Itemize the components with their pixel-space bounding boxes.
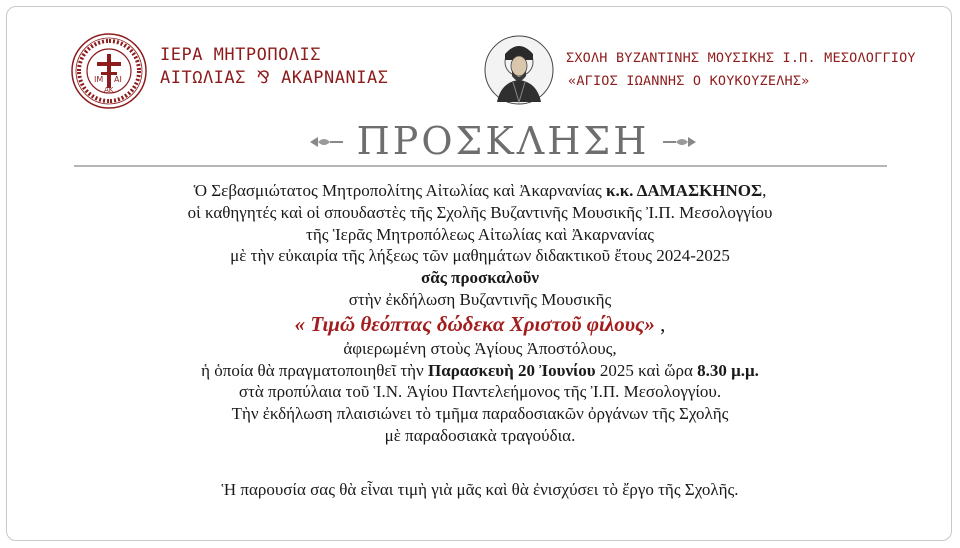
- school-header: [483, 34, 916, 104]
- invitation-heading: [308, 118, 698, 164]
- invite-phrase: σᾶς προσκαλοῦν: [420, 268, 540, 288]
- body-line-6: στὴν ἐκδήλωση Βυζαντινῆς Μουσικῆς: [348, 289, 612, 309]
- closing-sentence: Ἡ παρουσία σας θὰ εἶναι τιμὴ γιὰ μᾶς καὶ θὰ ἐνισχύσει τὸ ἔργο τῆς Σχολῆς.: [221, 480, 739, 499]
- body-line-9-c: 2025 καὶ ὥρα: [595, 360, 698, 380]
- event-title-comma: ,: [654, 311, 666, 336]
- event-date: Παρασκευὴ 20 Ἰουνίου: [428, 360, 596, 380]
- school-title-line2: «ΑΓΙΟΣ ΙΩΑΝΝΗΣ Ο ΚΟΥΚΟΥΖΕΛΗΣ»: [568, 73, 810, 89]
- metropolitan-name: κ.κ. ΔΑΜΑΣΚΗΝΟΣ: [606, 181, 763, 200]
- school-title-line1: ΣΧΟΛΗ ΒΥΖΑΝΤΙΝΗΣ ΜΟΥΣΙΚΗΣ Ι.Π. ΜΕΣΟΛΟΓΓΙΟΥ: [566, 50, 916, 66]
- body-line-1: [0, 180, 960, 202]
- metropolis-seal-logo: [70, 32, 148, 110]
- invitation-title: ΠΡΟΣΚΛΗΣΗ: [356, 119, 650, 163]
- body-line-9-a: ἡ ὁποία θὰ πραγματοποιηθεῖ τὴν: [201, 360, 428, 380]
- metropolis-title-line1: ΙΕΡΑ ΜΗΤΡΟΠΟΛΙΣ: [160, 45, 322, 65]
- event-time: 8.30 μ.μ.: [697, 360, 759, 380]
- body-line-11: Τὴν ἐκδήλωση πλαισιώνει τὸ τμῆμα παραδοσιακῶν ὀργάνων τῆς Σχολῆς: [231, 404, 729, 424]
- event-title-line: [0, 311, 960, 338]
- body-line-1-comma: ,: [762, 181, 767, 200]
- body-line-3: τῆς Ἱερᾶς Μητροπόλεως Αἰτωλίας καὶ Ἀκαρνανίας: [305, 224, 655, 244]
- title-divider: [74, 165, 887, 167]
- svg-text:ΑΚ: ΑΚ: [104, 86, 114, 94]
- body-line-8: ἀφιερωμένη στοὺς Ἁγίους Ἀποστόλους,: [343, 338, 617, 358]
- school-title: [566, 47, 916, 93]
- metropolis-title: [160, 44, 388, 90]
- invitation-body: [0, 180, 960, 447]
- saint-portrait-icon: [483, 34, 555, 106]
- body-line-10: στὰ προπύλαια τοῦ Ἱ.Ν. Ἁγίου Παντελεήμονος τῆς Ἰ.Π. Μεσολογγίου.: [238, 382, 722, 402]
- body-line-5: [0, 267, 960, 289]
- metropolis-header: [70, 32, 389, 94]
- body-line-4: μὲ τὴν εὐκαιρία τῆς λήξεως τῶν μαθημάτων διδακτικοῦ ἔτους 2024-2025: [230, 246, 730, 266]
- body-line-1-text: Ὁ Σεβασμιώτατος Μητροπολίτης Αἰτωλίας καὶ Ἀκαρνανίας: [193, 181, 607, 200]
- svg-text:ΙΜ: ΙΜ: [94, 75, 104, 84]
- metropolis-title-line2: ΑΙΤΩΛΙΑΣ ⅋ ΑΚΑΡΝΑΝΙΑΣ: [160, 68, 389, 88]
- event-title: « Τιμῶ θεόπτας δώδεκα Χριστοῦ φίλους»: [294, 311, 655, 336]
- body-line-9: [0, 360, 960, 382]
- right-ornament-icon: [662, 135, 698, 149]
- body-line-12: μὲ παραδοσιακὰ τραγούδια.: [384, 425, 576, 445]
- body-line-2: οἱ καθηγητές καὶ οἱ σπουδαστὲς τῆς Σχολῆς Βυζαντινῆς Μουσικῆς Ἰ.Π. Μεσολογγίου: [187, 202, 773, 222]
- svg-text:ΑΙ: ΑΙ: [114, 75, 122, 84]
